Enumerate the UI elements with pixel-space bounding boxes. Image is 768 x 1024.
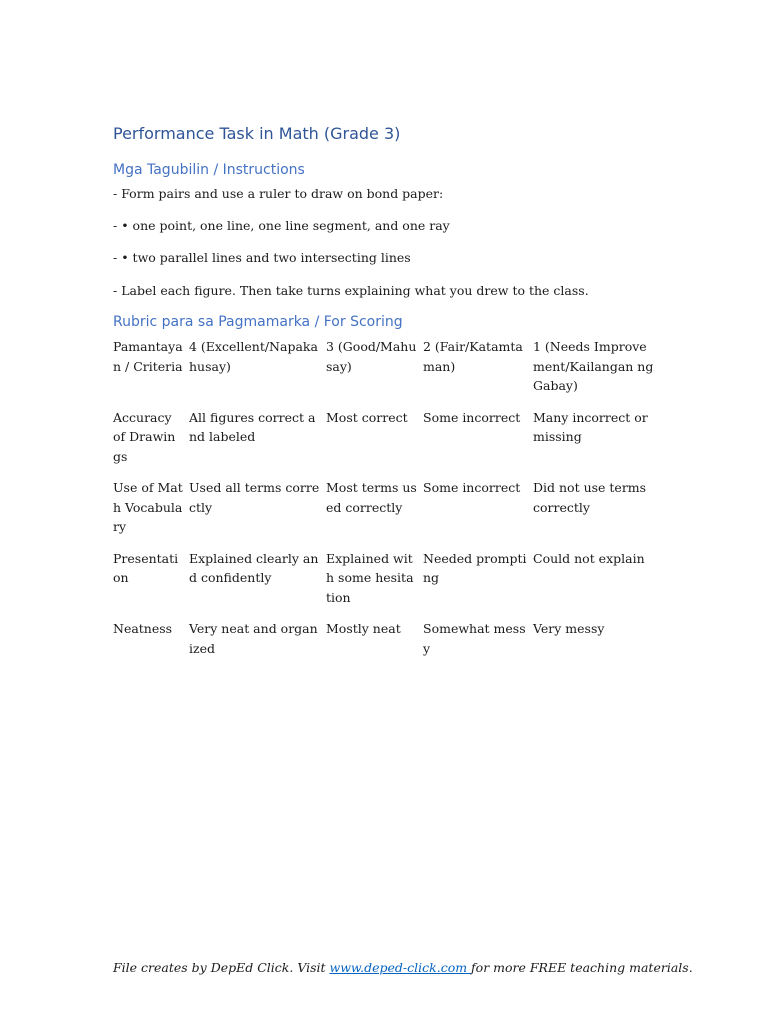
rubric-cell: All figures correct and labeled xyxy=(189,409,316,444)
rubric-cell: Accuracy of Drawings xyxy=(113,409,176,464)
rubric-header-score-3: 3 (Good/Mahusay) xyxy=(326,339,417,374)
rubric-table xyxy=(110,337,660,670)
rubric-cell: Neatness xyxy=(113,621,173,636)
rubric-header-score-1: 1 (Needs Improvement/Kailangan ng Gabay) xyxy=(533,339,654,393)
rubric-cell: Presentation xyxy=(113,550,179,585)
rubric-cell: Most correct xyxy=(326,409,408,425)
footer-suffix: for more FREE teaching materials. xyxy=(471,960,693,975)
rubric-cell: Most terms used correctly xyxy=(326,480,417,515)
instruction-item: - • two parallel lines and two intersecting lines xyxy=(113,250,411,265)
instruction-item: - • one point, one line, one line segment, and one ray xyxy=(113,218,450,233)
instructions-heading: Mga Tagubilin / Instructions xyxy=(113,162,305,178)
rubric-row-neatness xyxy=(110,619,660,670)
footer-website-link[interactable]: www.deped-click.com xyxy=(329,960,472,975)
rubric-row-accuracy xyxy=(110,408,660,479)
rubric-cell: Could not explain xyxy=(533,550,645,566)
rubric-cell: Very messy xyxy=(533,621,605,636)
rubric-cell: Somewhat messy xyxy=(423,621,526,656)
rubric-cell: Some incorrect xyxy=(423,480,521,495)
rubric-cell: Very neat and organized xyxy=(189,621,318,656)
rubric-cell: Many incorrect or missing xyxy=(533,409,648,444)
rubric-row-presentation xyxy=(110,549,660,620)
rubric-cell: Needed prompting xyxy=(423,550,527,585)
rubric-header-row xyxy=(110,337,660,408)
rubric-header-criteria: Pamantayan / Criteria xyxy=(113,339,183,374)
rubric-cell: Explained clearly and confidently xyxy=(189,550,319,585)
rubric-cell: Use of Math Vocabulary xyxy=(113,480,183,534)
rubric-cell: Used all terms correctly xyxy=(189,480,320,515)
rubric-header-score-4: 4 (Excellent/Napakahusay) xyxy=(189,339,318,374)
rubric-cell: Did not use terms correctly xyxy=(533,480,647,515)
rubric-cell: Mostly neat xyxy=(326,621,401,636)
page-title: Performance Task in Math (Grade 3) xyxy=(113,124,401,143)
rubric-cell: Some incorrect xyxy=(423,409,521,425)
footer-prefix: File creates by DepEd Click. Visit xyxy=(113,960,330,975)
instruction-item: - Label each figure. Then take turns explaining what you drew to the class. xyxy=(113,283,589,298)
instruction-item: - Form pairs and use a ruler to draw on bond paper: xyxy=(113,186,444,201)
rubric-header-score-2: 2 (Fair/Katamtaman) xyxy=(423,339,523,374)
rubric-heading: Rubric para sa Pagmamarka / For Scoring xyxy=(113,314,403,330)
footer-note xyxy=(113,960,693,975)
rubric-cell: Explained with some hesitation xyxy=(326,550,414,605)
rubric-row-vocabulary xyxy=(110,478,660,549)
